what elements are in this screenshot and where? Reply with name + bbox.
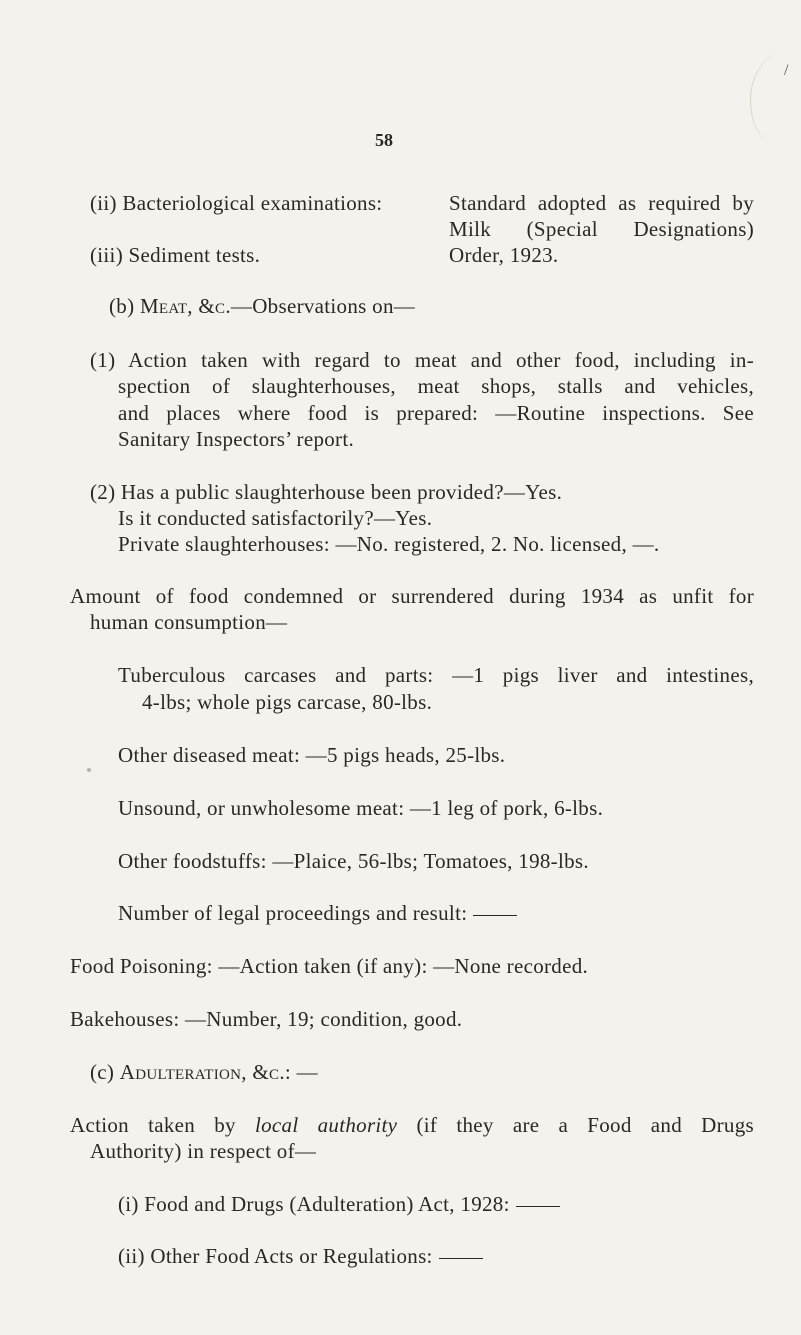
unsound-meat: Unsound, or unwholesome meat: —1 leg of pork, 6-lbs.	[118, 796, 604, 820]
other-foodstuffs: Other foodstuffs: —Plaice, 56-lbs; Tomatoes, 198-lbs.	[118, 849, 589, 873]
other-diseased-meat: Other diseased meat: —5 pigs heads, 25-lbs.	[118, 743, 506, 767]
action-line-2: Authority) in respect of—	[90, 1139, 317, 1163]
action-italic: local authority	[254, 1113, 398, 1137]
item1-line-2: spection of slaughterhouses, meat shops, stalls and vehicles,	[118, 374, 754, 398]
meat-prefix: (b)	[109, 294, 140, 318]
legal-proceedings	[118, 900, 517, 926]
bakehouses: Bakehouses: —Number, 19; condition, good.	[70, 1007, 463, 1031]
item2-line-2: Is it conducted satisfactorily?—Yes.	[118, 506, 433, 530]
legal-proceedings-text: Number of legal proceedings and result:	[118, 901, 468, 925]
meat-heading	[109, 293, 415, 319]
blank-dash	[439, 1258, 483, 1259]
margin-mark: /	[784, 62, 789, 79]
condemned-line-2: human consumption—	[90, 610, 288, 634]
adulteration-heading-text: Adulteration, &c.	[119, 1060, 285, 1084]
page-number: 58	[375, 130, 393, 150]
item1-line-1: (1) Action taken with regard to meat and other food, including in-	[90, 348, 754, 372]
action-text-a: Action taken by	[70, 1113, 255, 1137]
bacteriological-label: (ii) Bacteriological examinations:	[90, 191, 383, 215]
adulteration-heading	[90, 1059, 318, 1085]
adulteration-item-i-text: (i) Food and Drugs (Adulteration) Act, 1928:	[118, 1192, 510, 1216]
blank-dash	[516, 1206, 560, 1207]
meat-heading-suffix: —Observations on—	[230, 294, 416, 318]
blank-dash	[473, 915, 517, 916]
page-curl-edge	[750, 50, 801, 140]
action-line-1	[70, 1112, 754, 1138]
adulteration-item-i	[118, 1191, 560, 1217]
item1-line-3: and places where food is prepared: —Routine inspections. See	[118, 401, 754, 425]
condemned-line-1: Amount of food condemned or surrendered during 1934 as unfit for	[70, 584, 754, 608]
standard-line-3: Order, 1923.	[449, 243, 559, 267]
item2-line-1: (2) Has a public slaughterhouse been provided?—Yes.	[90, 480, 563, 504]
paper-speck	[87, 768, 91, 772]
sediment-label: (iii) Sediment tests.	[90, 243, 261, 267]
food-poisoning: Food Poisoning: —Action taken (if any): —None recorded.	[70, 954, 589, 978]
standard-line-1: Standard adopted as required by	[449, 191, 754, 215]
tuberculous-line-1: Tuberculous carcases and parts: —1 pigs liver and intestines,	[118, 663, 754, 687]
adulteration-prefix: (c)	[90, 1060, 120, 1084]
adulteration-item-ii-text: (ii) Other Food Acts or Regulations:	[118, 1244, 433, 1268]
standard-line-2: Milk (Special Designations)	[449, 217, 754, 241]
adulteration-heading-suffix: : —	[284, 1060, 318, 1084]
item1-line-4: Sanitary Inspectors’ report.	[118, 427, 355, 451]
meat-heading-text: Meat, &c.	[139, 294, 231, 318]
item2-line-3: Private slaughterhouses: —No. registered, 2. No. licensed, —.	[118, 532, 660, 556]
tuberculous-line-2: 4-lbs; whole pigs carcase, 80-lbs.	[142, 690, 433, 714]
action-text-b: (if they are a Food and Drugs	[397, 1113, 754, 1137]
adulteration-item-ii	[118, 1243, 483, 1269]
